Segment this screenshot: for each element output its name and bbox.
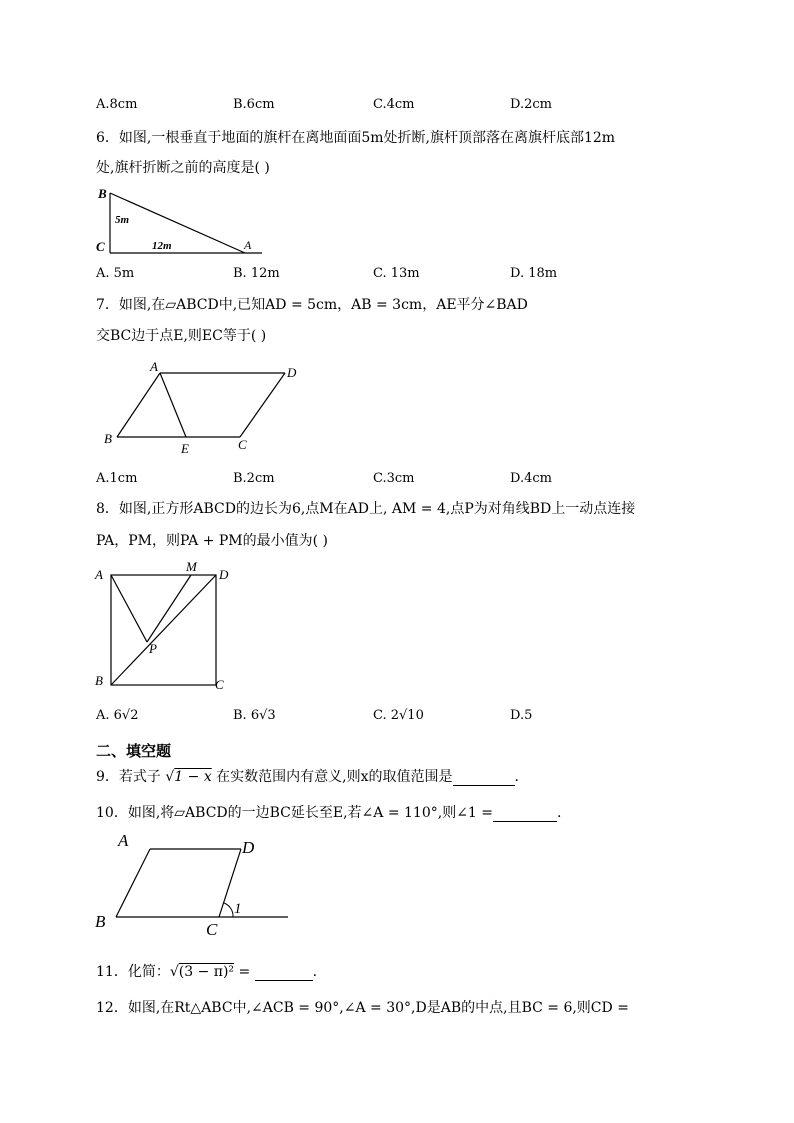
q11-suffix: =	[234, 964, 255, 980]
q9-sqrt-icon: √	[165, 769, 175, 785]
q8-square-figure	[90, 557, 240, 697]
q5-option-a[interactable]: A.8cm	[96, 97, 138, 112]
q10-end: .	[557, 805, 562, 821]
q8-option-d[interactable]: D.5	[510, 708, 533, 723]
q6-option-d[interactable]: D. 18m	[510, 266, 558, 281]
q11-answer-blank[interactable]	[255, 964, 313, 981]
q7-label-b: B	[104, 431, 112, 446]
q12-stem: 12．如图,在Rt△ABC中,∠ACB = 90°,∠A = 30°,D是AB的中点,且BC = 6,则CD =	[96, 1000, 629, 1016]
q9-stem	[96, 766, 519, 786]
q10-parallelogram-figure	[90, 828, 300, 943]
q8-stem-line2: PA，PM，则PA + PM的最小值为( )	[96, 533, 329, 549]
q8-label-b: B	[95, 673, 103, 688]
q10-label-d: D	[242, 838, 255, 857]
q9-radicand: 1 − x	[174, 769, 212, 785]
q6-flagpole-figure	[90, 183, 270, 258]
q9-answer-blank[interactable]	[453, 769, 515, 786]
q8-stem-line1: 8．如图,正方形ABCD的边长为6,点M在AD上, AM = 4,点P为对角线BD上一动点连接	[96, 501, 636, 517]
q7-label-a: A	[150, 359, 158, 374]
q5-options	[96, 97, 656, 115]
section-fill-in-blank-heading: 二、填空题	[96, 742, 172, 760]
q8-option-b[interactable]: B. 6√3	[233, 708, 276, 723]
q10-answer-blank[interactable]	[493, 805, 557, 822]
q7-option-c[interactable]: C.3cm	[373, 471, 415, 486]
q10-label-c: C	[206, 920, 218, 939]
q8-option-a[interactable]: A. 6√2	[96, 708, 139, 723]
q10-label-a: A	[118, 831, 129, 850]
q9-prefix: 9．若式子	[96, 769, 166, 785]
q5-option-c[interactable]: C.4cm	[373, 97, 415, 112]
q8-label-p: P	[149, 641, 157, 656]
q7-option-b[interactable]: B.2cm	[233, 471, 275, 486]
q6-options	[96, 266, 656, 284]
q6-label-b: B	[98, 186, 107, 201]
q8-option-c[interactable]: C. 2√10	[373, 708, 424, 723]
q10-stem	[96, 802, 561, 822]
q6-side-ca: 12m	[152, 240, 172, 252]
q7-stem-line1: 7．如图,在▱ABCD中,已知AD = 5cm，AB = 3cm，AE平分∠BAD	[96, 297, 528, 313]
q11-radicand: (3 − π)²	[178, 964, 235, 980]
q8-label-c: C	[215, 677, 224, 692]
q10-text: 10．如图,将▱ABCD的一边BC延长至E,若∠A = 110°,则∠1 =	[96, 805, 494, 821]
q9-suffix: 在实数范围内有意义,则x的取值范围是	[211, 769, 453, 785]
q9-end: .	[514, 769, 519, 785]
q10-label-b: B	[95, 912, 106, 931]
q5-option-d[interactable]: D.2cm	[510, 97, 552, 112]
q7-label-d: D	[287, 365, 297, 380]
q7-option-d[interactable]: D.4cm	[510, 471, 552, 486]
q6-label-a: A	[244, 238, 252, 252]
q7-options	[96, 471, 656, 489]
q8-label-a: A	[95, 567, 103, 582]
q7-option-a[interactable]: A.1cm	[96, 471, 138, 486]
q7-label-c: C	[238, 437, 247, 452]
q6-stem-line2: 处,旗杆折断之前的高度是( )	[96, 160, 270, 176]
q7-stem-line2: 交BC边于点E,则EC等于( )	[96, 328, 267, 344]
q5-option-b[interactable]: B.6cm	[233, 97, 275, 112]
q8-label-d: D	[219, 567, 229, 582]
q7-parallelogram-figure	[95, 355, 315, 460]
q8-label-m: M	[186, 559, 197, 574]
q11-sqrt-icon: √	[169, 964, 179, 980]
q6-option-b[interactable]: B. 12m	[233, 266, 280, 281]
q8-options	[96, 708, 656, 726]
q6-side-bc: 5m	[115, 214, 130, 226]
q6-option-c[interactable]: C. 13m	[373, 266, 420, 281]
q10-angle-label: 1	[234, 901, 242, 917]
q6-option-a[interactable]: A. 5m	[96, 266, 135, 281]
q6-label-c: C	[96, 239, 105, 254]
q6-stem-line1: 6．如图,一根垂直于地面的旗杆在离地面面5m处折断,旗杆顶部落在离旗杆底部12m	[96, 130, 616, 146]
q7-label-e: E	[181, 441, 189, 456]
q11-prefix: 11．化简：	[96, 964, 170, 980]
q11-end: .	[312, 964, 318, 980]
q11-stem	[96, 961, 317, 981]
